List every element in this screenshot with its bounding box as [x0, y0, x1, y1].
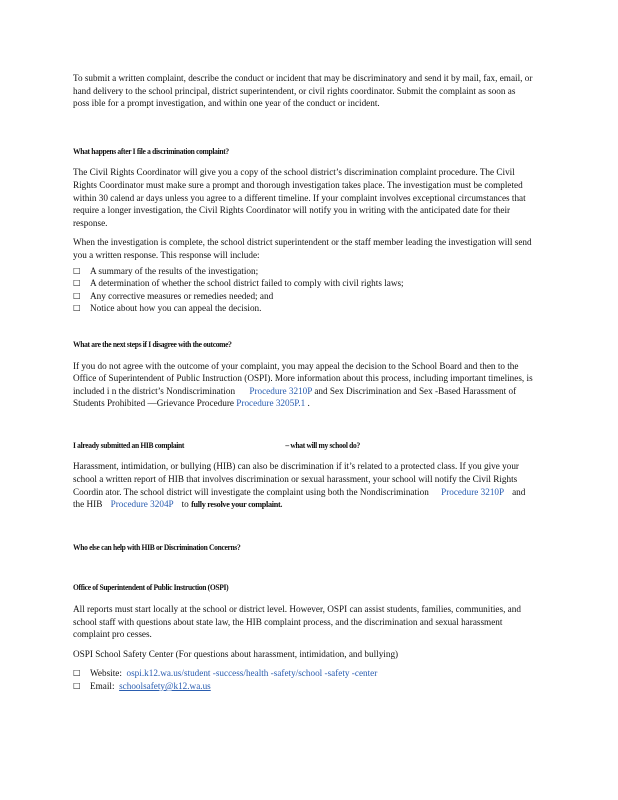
hib-paragraph: Harassment, intimidation, or bullying (HIB) can also be discrimination if it’s related to a protected class. If you give your school a written report of HIB that involves discrimination or sexual harassment, your school will notify the Civil Rights Coordin ator. The school district will investigate the complaint using both the Nondiscrimination Procedure 3210P and the HIB Procedure 3204P to fully resolve your complaint. [73, 461, 526, 510]
list-item: □ Email: schoolsafety@k12.wa.us [73, 681, 211, 691]
checkbox-bullet-icon: □ [73, 290, 81, 300]
resolve-complaint-bold-text: fully resolve your complaint. [191, 500, 283, 510]
heading-hib: I already submitted an HIB complaint – what will my school do? [73, 440, 360, 450]
checkbox-bullet-icon: □ [73, 681, 81, 690]
checkbox-bullet-icon: □ [73, 668, 81, 678]
procedure-3210p-link[interactable]: Procedure 3210P [441, 486, 504, 497]
disagree-paragraph: If you do not agree with the outcome of your complaint, you may appeal the decision to the School Board and then to the Office of Superintendent of Public Instruction (OSPI). More information about this process, including important timelines, is included i n the district’s Nondiscrimination Procedure 3210P and Sex Discrimination and Sex -Based Harassment of Students Prohibited —Grievance Procedure Procedure 3205P.1 . [73, 360, 533, 409]
ospi-paragraph-1: All reports must start locally at the school or district level. However, OSPI can assist students, families, communities, and school staff with questions about state law, the HIB complaint process, and the discrimination and sexual harassment complaint pro cesses. [73, 604, 521, 640]
after-complaint-paragraph-1: The Civil Rights Coordinator will give you a copy of the school district’s discrimination complaint procedure. The Civil Rights Coordinator must make sure a prompt and thorough investigation takes place. The investigation must be completed within 30 calend ar days unless you agree to a different timeline. If your complaint involves exceptional circumstances that require a longer investigation, the Civil Rights Coordinator will notify you in writing with the anticipated date for their response. [73, 167, 526, 228]
checkbox-bullet-icon: □ [73, 303, 81, 313]
procedure-3210p-link[interactable]: Procedure 3210P [249, 385, 313, 396]
heading-disagree: What are the next steps if I disagree with the outcome? [73, 339, 232, 349]
list-item: □ Website: ospi.k12.wa.us/student -success/health -safety/school -safety -center [73, 668, 378, 679]
heading-who-else: Who else can help with HIB or Discrimination Concerns? [73, 542, 241, 552]
list-item: □ A summary of the results of the investigation; [73, 265, 259, 276]
intro-paragraph: To submit a written complaint, describe the conduct or incident that may be discriminatory and send it by mail, fax, email, or hand delivery to the school principal, district superintendent, or civil rights coordinator. Submit the complaint as soon as poss ible for a prompt investigation, and within one year of the conduct or incident. [73, 73, 533, 109]
procedure-3204p-link[interactable]: Procedure 3204P [110, 499, 174, 510]
checkbox-bullet-icon: □ [73, 278, 81, 288]
after-complaint-paragraph-2: When the investigation is complete, the school district superintendent or the staff member leading the investigation will send you a written response. This response will include: [73, 237, 532, 260]
list-item: □ Notice about how you can appeal the decision. [73, 303, 262, 314]
list-item: □ Any corrective measures or remedies needed; and [73, 290, 274, 301]
ospi-contact-list [73, 667, 533, 692]
checkbox-bullet-icon: □ [73, 265, 81, 275]
response-bullet-list [73, 265, 533, 315]
document-page [73, 72, 533, 693]
heading-ospi: Office of Superintendent of Public Instruction (OSPI) [73, 583, 229, 593]
list-item: □ A determination of whether the school district failed to comply with civil rights laws; [73, 278, 404, 289]
ospi-email-link[interactable]: schoolsafety@k12.wa.us [119, 681, 211, 691]
heading-after-complaint: What happens after I file a discrimination complaint? [73, 146, 229, 156]
procedure-3205p1-link[interactable]: Procedure 3205P.1 [236, 398, 306, 409]
ospi-paragraph-2: OSPI School Safety Center (For questions about harassment, intimidation, and bullying) [73, 648, 399, 659]
ospi-website-link[interactable]: ospi.k12.wa.us/student -success/health -safety/school -safety -center [126, 668, 378, 679]
